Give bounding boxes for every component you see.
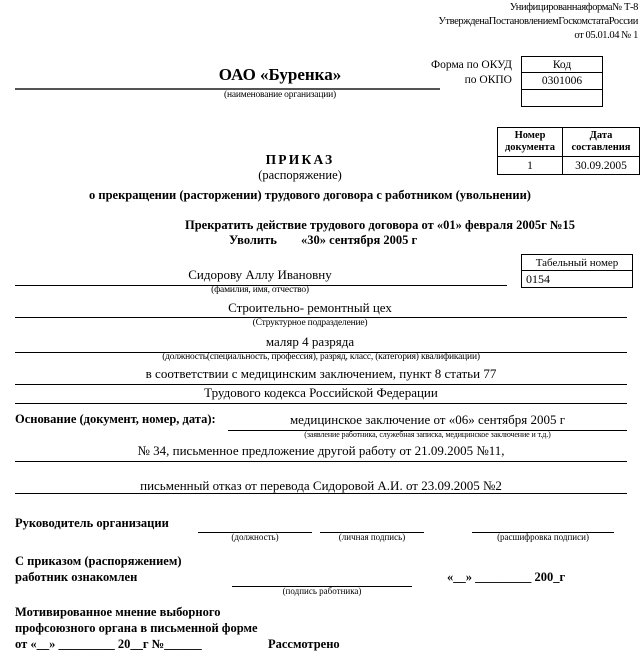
- employee-position-caption: (должность(специальность, профессия), разряд, класс, (категория) квалификации): [162, 352, 480, 362]
- employee-position: маляр 4 разряда: [265, 334, 355, 349]
- okpo-label: по ОКПО: [464, 74, 512, 86]
- doc-number-header-line-1: Номер: [514, 130, 546, 141]
- okud-label: Форма по ОКУД: [431, 59, 512, 71]
- code-header-cell: Код: [521, 56, 603, 73]
- termination-statement-line-2-label: Уволить: [229, 233, 277, 247]
- termination-reason-line-2: Трудового кодекса Российской Федерации: [204, 385, 438, 400]
- employee-department-caption: (Структурное подразделение): [252, 318, 368, 328]
- basis-value: медицинское заключение от «06» сентября 2005 г: [289, 412, 566, 427]
- head-transcript-caption: (расшифровка подписи): [497, 532, 589, 542]
- termination-statement-line-1: Прекратить действие трудового договора от «01» февраля 2005г №15: [185, 218, 575, 232]
- termination-reason-line-1: в соответствии с медицинским заключением, пункт 8 статьи 77: [145, 366, 497, 381]
- basis-line-2-rule: [15, 461, 627, 462]
- doc-date-header-line-2: составления: [571, 142, 631, 153]
- basis-line-3: письменный отказ от перевода Сидоровой А.И. от 23.09.2005 №2: [140, 478, 502, 493]
- union-opinion-status: Рассмотрено: [268, 637, 340, 651]
- doc-number-value-cell: 1: [497, 156, 563, 175]
- basis-caption: [228, 430, 627, 439]
- code-okpo-cell: [521, 89, 603, 107]
- union-opinion-line-1: Мотивированное мнение выборного: [15, 605, 221, 619]
- employee-fio-caption: (фамилия, имя, отчество): [211, 285, 309, 295]
- doc-date-header-cell: [562, 127, 640, 157]
- head-position-caption: (должность): [231, 532, 279, 542]
- head-of-organization-label: Руководитель организации: [15, 516, 169, 530]
- termination-reason-rule-2: [15, 403, 627, 404]
- worker-signature-caption: (подпись работника): [282, 586, 362, 596]
- form-reference-line-2: УтвержденаПостановлениемГоскомстатаРоссии: [438, 16, 638, 27]
- order-title-subtitle: (распоряжение): [258, 168, 342, 182]
- acknowledgment-line-1: С приказом (распоряжением): [15, 554, 182, 568]
- union-opinion-line-2: профсоюзного органа в письменной форме: [15, 621, 258, 635]
- order-title: ПРИКАЗ: [265, 152, 335, 167]
- organization-name-caption: (наименование организации): [224, 90, 336, 100]
- termination-statement-line-2-date: «30» сентября 2005 г: [301, 233, 418, 247]
- acknowledgment-date-blank[interactable]: «__» _________ 200_г: [447, 570, 566, 584]
- personnel-number-header: Табельный номер: [521, 254, 633, 271]
- basis-caption-text: (заявление работника, служебная записка, медицинское заключение и т.д.): [304, 430, 551, 439]
- union-opinion-date-blank[interactable]: от «__» _________ 20__г №______: [15, 637, 202, 651]
- code-okud-cell: 0301006: [521, 72, 603, 90]
- acknowledgment-line-2: работник ознакомлен: [15, 570, 138, 584]
- employee-fio: Сидорову Аллу Ивановну: [188, 267, 332, 282]
- personnel-number-value: 0154: [521, 270, 633, 288]
- organization-name: ОАО «Буренка»: [218, 65, 342, 84]
- basis-label: Основание (документ, номер, дата):: [15, 412, 216, 426]
- basis-line-2: № 34, письменное предложение другой работу от 21.09.2005 №11,: [137, 443, 505, 458]
- employee-department: Строительно- ремонтный цех: [228, 300, 392, 315]
- doc-date-value-cell: 30.09.2005: [562, 156, 640, 175]
- form-reference-line-1: Унифицированнаяформа№ Т-8: [509, 2, 638, 13]
- order-title-description: о прекращении (расторжении) трудового договора с работником (увольнении): [89, 188, 531, 202]
- doc-date-header-line-1: Дата: [589, 130, 613, 141]
- form-reference-line-3: от 05.01.04 № 1: [574, 30, 638, 41]
- doc-number-header-line-2: документа: [505, 142, 555, 153]
- head-signature-caption: (личная подпись): [338, 532, 406, 542]
- basis-line-3-rule: [15, 493, 627, 494]
- doc-number-header-cell: [497, 127, 563, 157]
